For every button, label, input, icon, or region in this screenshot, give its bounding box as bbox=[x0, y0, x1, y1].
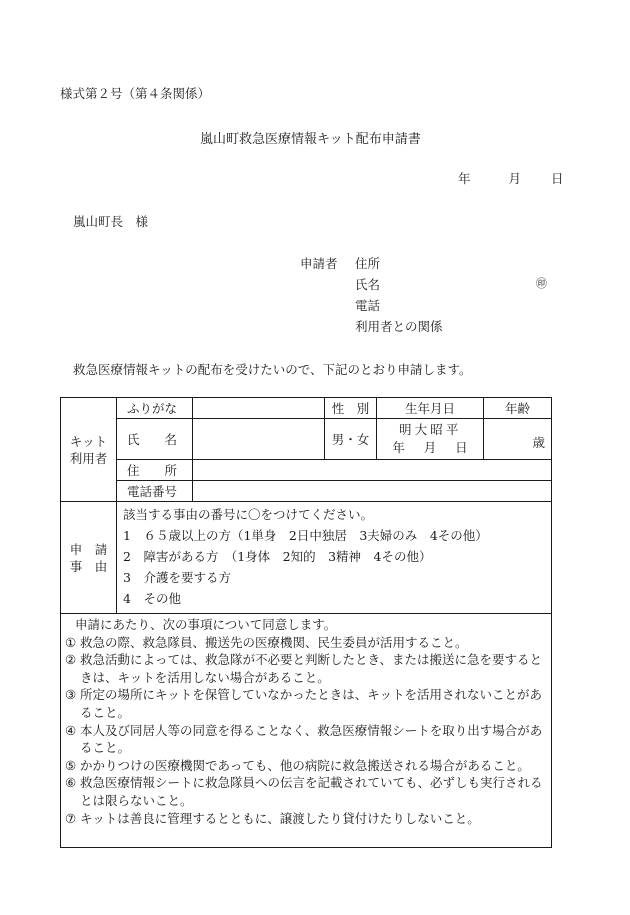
age-header: 年齢 bbox=[484, 398, 552, 419]
kit-user-section-label: キット 利用者 bbox=[61, 398, 117, 502]
applicant-name-label: 氏名 bbox=[355, 277, 381, 292]
reason-field[interactable] bbox=[117, 502, 552, 614]
furigana-label: ふりがな bbox=[117, 398, 193, 419]
sex-header: 性 別 bbox=[325, 398, 377, 419]
reason-instruction: 該当する事由の番号に〇をつけてください。 bbox=[123, 507, 374, 522]
reason-option[interactable]: 3 介護を要する方 bbox=[123, 570, 231, 585]
consent-item: ⑦ キットは善良に管理するとともに、譲渡したり貸付けたりしないこと。 bbox=[65, 810, 480, 826]
age-field[interactable] bbox=[484, 419, 552, 460]
reason-option[interactable]: 4 その他 bbox=[123, 591, 181, 606]
consent-item: ② 救急活動によっては、救急隊が不必要と判断したとき、または搬送に急を要するときは、キットを活用しない場合があること。 bbox=[65, 652, 543, 685]
applicant-relation-label: 利用者との関係 bbox=[355, 319, 443, 334]
consent-intro: 申請にあたり、次の事項について同意します。 bbox=[75, 617, 337, 632]
furigana-field[interactable] bbox=[193, 398, 325, 419]
applicant-phone-label: 電話 bbox=[355, 298, 381, 313]
reason-option[interactable]: 1 ６５歳以上の方（1単身 2日中独居 3夫婦のみ 4その他） bbox=[123, 528, 488, 543]
consent-item: ③ 所定の場所にキットを保管していなかったときは、キットを活用されないことがあること。 bbox=[65, 687, 543, 720]
consent-item: ① 救急の際、救急隊員、搬送先の医療機関、民生委員が活用すること。 bbox=[65, 634, 468, 650]
date-line bbox=[458, 169, 564, 187]
form-number: 様式第２号（第４条関係） bbox=[60, 86, 211, 101]
age-unit: 歳 bbox=[532, 435, 546, 450]
applicant-label: 申請者 bbox=[300, 256, 338, 271]
birth-month-label: 月 bbox=[423, 440, 437, 455]
birth-header: 生年月日 bbox=[377, 398, 484, 419]
address-field[interactable] bbox=[193, 460, 552, 481]
consent-section bbox=[61, 614, 552, 848]
sex-options[interactable]: 男・女 bbox=[325, 419, 377, 460]
application-table bbox=[60, 397, 552, 848]
name-field[interactable] bbox=[193, 419, 325, 460]
date-day: 日 bbox=[551, 171, 564, 186]
consent-item: ④ 本人及び同居人等の同意を得ることなく、救急医療情報シートを取り出す場合があること。 bbox=[65, 722, 543, 756]
reason-section-label: 申 請 事 由 bbox=[61, 502, 117, 614]
consent-item: ⑥ 救急医療情報シートに救急隊員への伝言を記載されていても、必ずしも実行されるとは限らないこと。 bbox=[65, 775, 543, 808]
birth-day-label: 日 bbox=[455, 440, 468, 455]
applicant-fields bbox=[355, 254, 443, 338]
birth-year-label: 年 bbox=[392, 440, 405, 455]
phone-label: 電話番号 bbox=[117, 481, 193, 502]
birth-date-field[interactable] bbox=[377, 419, 484, 460]
reason-option[interactable]: 2 障害がある方 （1身体 2知的 3精神 4その他） bbox=[123, 549, 432, 564]
date-month: 月 bbox=[508, 171, 522, 186]
address-label: 住 所 bbox=[117, 460, 193, 481]
seal-icon: ㊞ bbox=[536, 277, 547, 290]
addressee: 嵐山町長 様 bbox=[73, 214, 149, 229]
birth-era-options[interactable]: 明大昭平 bbox=[399, 422, 462, 437]
date-year: 年 bbox=[458, 171, 471, 186]
intro-text: 救急医療情報キットの配布を受けたいので、下記のとおり申請します。 bbox=[73, 362, 472, 377]
page-title: 嵐山町救急医療情報キット配布申請書 bbox=[200, 132, 421, 147]
name-label: 氏 名 bbox=[117, 419, 193, 460]
applicant-address-label: 住所 bbox=[355, 256, 381, 271]
consent-item: ⑤ かかりつけの医療機関であっても、他の病院に救急搬送される場合があること。 bbox=[65, 757, 530, 773]
phone-field[interactable] bbox=[193, 481, 552, 502]
